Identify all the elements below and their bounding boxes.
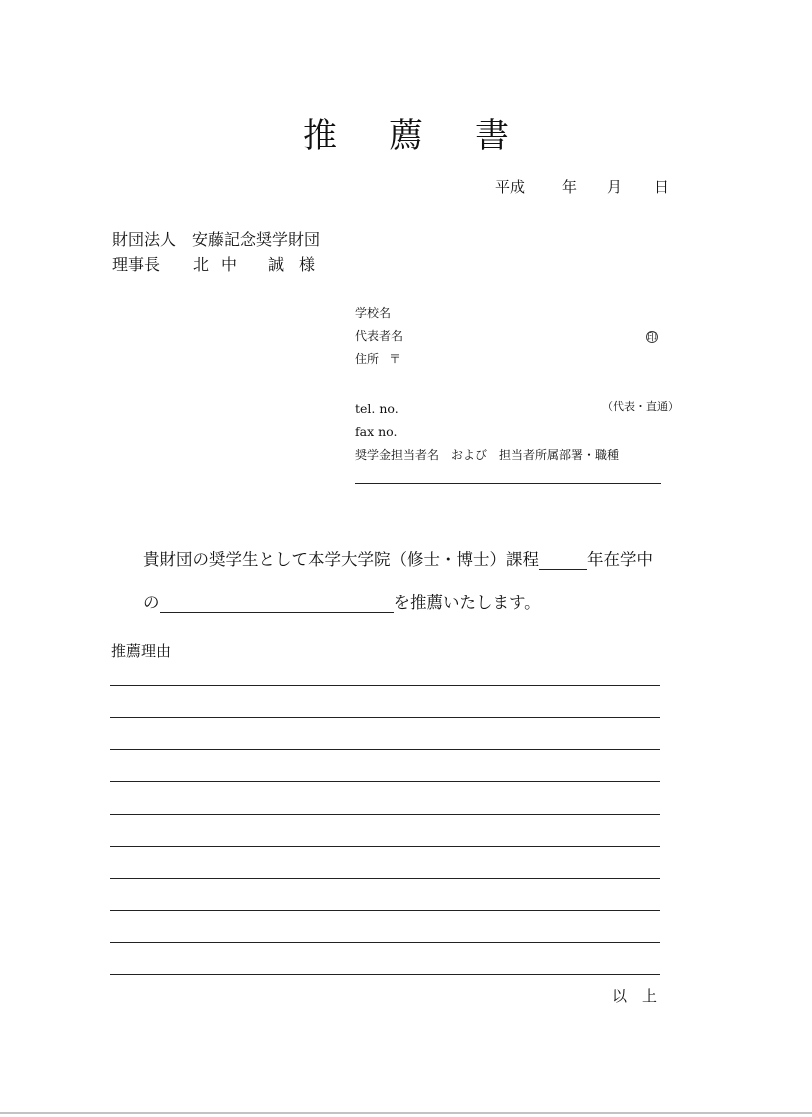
reason-line[interactable] [110,910,660,911]
title-char: 薦 [389,116,423,156]
date-year: 年 [562,178,578,196]
reason-line[interactable] [110,974,660,975]
reason-line[interactable] [110,749,660,750]
reason-line[interactable] [110,717,660,718]
statement-line1-suffix: 年在学中 [587,550,653,569]
recipient-org: 財団法人 [112,230,177,249]
closing-text: 以 上 [612,987,658,1005]
page-edge-shadow [0,1112,812,1114]
statement-line2-prefix: の [143,593,160,612]
date-month: 月 [607,178,623,196]
reason-line[interactable] [110,846,660,847]
recipient-name-char: 誠 [268,255,285,274]
postal-mark: 〒 [389,352,402,366]
contact-label: 奨学金担当者名 および 担当者所属部署・職種 [355,448,620,462]
representative-label: 代表者名 [355,329,404,343]
statement-line2 [143,589,541,613]
reason-line[interactable] [110,685,660,686]
seal-mark [645,326,659,345]
recipient-title: 理事長 [112,255,161,274]
year-blank[interactable] [539,551,587,570]
reason-line[interactable] [110,781,660,782]
tel-label: tel. no. [355,401,399,416]
recipient-name-char: 中 [221,255,238,274]
fax-label: fax no. [355,424,398,439]
recipient-name-char: 北 [193,255,210,274]
recipient-foundation: 安藤記念奨学財団 [192,230,321,249]
reason-label: 推薦理由 [111,642,172,660]
title-char: 推 [303,116,337,156]
title-char: 書 [475,116,509,156]
tel-note: （代表・直通） [602,400,679,413]
seal-text: 印 [646,331,658,343]
statement-line1-text: 貴財団の奨学生として本学大学院（修士・博士）課程 [143,550,539,569]
statement-line1 [143,546,653,570]
address-label: 住所 [355,352,380,366]
reason-line[interactable] [110,942,660,943]
document-title [0,108,812,157]
date-era: 平成 [495,178,526,196]
reason-line[interactable] [110,814,660,815]
date-day: 日 [654,178,670,196]
reason-line[interactable] [110,878,660,879]
student-name-blank[interactable] [160,594,394,613]
recipient-name-char: 様 [299,255,316,274]
contact-underline [355,483,661,484]
school-name-label: 学校名 [355,306,392,320]
statement-line2-suffix: を推薦いたします。 [393,593,541,612]
